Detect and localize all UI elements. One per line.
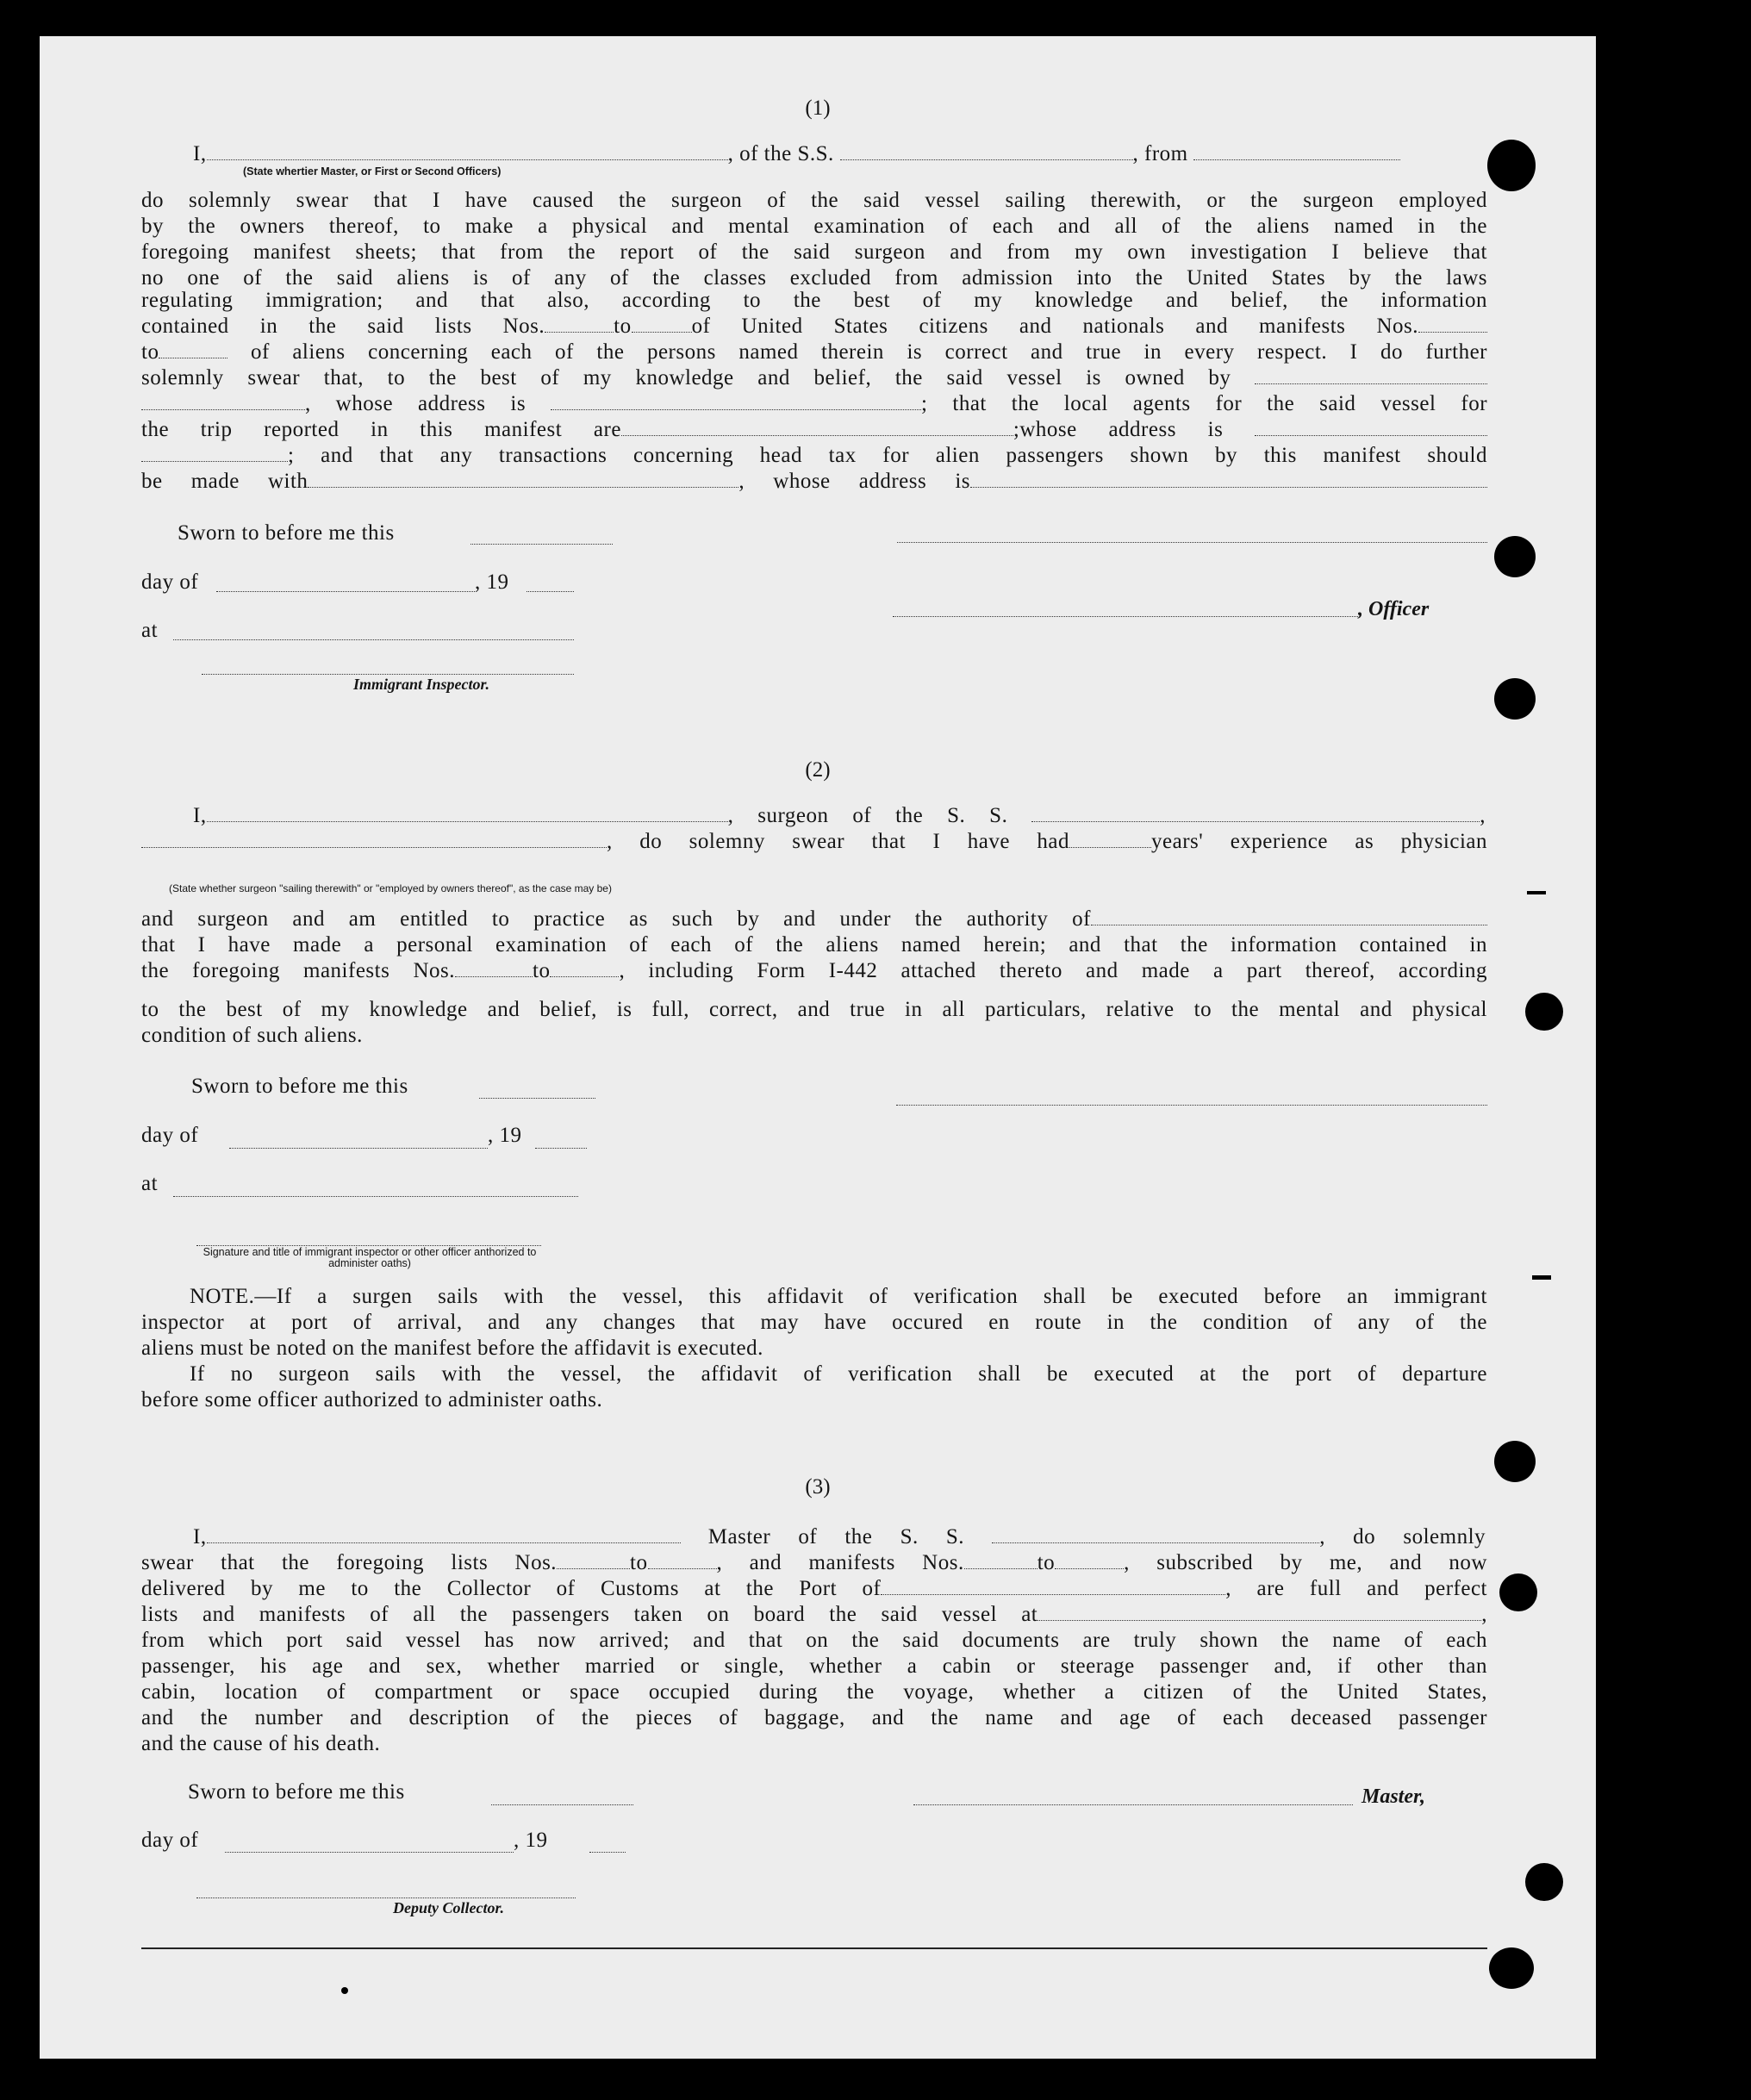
note-line-4: If no surgeon sails with the vessel, the affidavit of verification shall be executed at the port of departure — [190, 1362, 1487, 1386]
s3-line-7: cabin, location of compartment or space occupied during the voyage, whether a citizen of the United States, — [141, 1680, 1487, 1704]
list-to-field[interactable] — [632, 316, 692, 333]
s2-sig-note: Signature and title of immigrant inspector or other officer anthorized to administer oaths) — [203, 1246, 537, 1269]
head-tax-party-field[interactable] — [308, 471, 738, 488]
punch-hole — [1525, 993, 1563, 1031]
s1-line-6: regulating immigration; and that also, according to the best of my knowledge and belief, the information — [141, 289, 1487, 312]
s1-month-field[interactable] — [216, 591, 475, 592]
punch-hole — [1487, 140, 1536, 191]
s2-line-5: the foregoing manifests Nos. to , including Form I-442 attached thereto and made a part thereof, according — [141, 959, 1487, 982]
s1-at: at — [141, 619, 159, 642]
s3-dayof: day of — [141, 1829, 199, 1852]
s3-master-label: Master, — [1362, 1785, 1426, 1808]
s3-manifest-to-field[interactable] — [1055, 1553, 1124, 1569]
s1-line-8: to of aliens concerning each of the persons named therein is correct and true in every respect. I do further — [141, 340, 1488, 364]
ink-dot — [341, 1987, 348, 1994]
owner-address-field[interactable] — [551, 394, 921, 410]
s1-line-3: by the owners thereof, to make a physical and mental examination of each and all of the aliens named in the — [141, 215, 1487, 238]
s3-line-9: and the cause of his death. — [141, 1732, 381, 1755]
ink-mark — [1527, 891, 1546, 894]
s2-at-field[interactable] — [173, 1196, 578, 1197]
from-port-field[interactable] — [1193, 144, 1400, 160]
section-2-number: (2) — [805, 758, 831, 782]
s3-line-5: from which port said vessel has now arrived; and that on the said documents are truly shown the name of each — [141, 1629, 1487, 1652]
s1-at-field[interactable] — [173, 639, 574, 640]
s3-line-6: passenger, his age and sex, whether married or single, whether a cabin or steerage passenger and, if other than — [141, 1654, 1487, 1678]
s3-line-2: swear that the foregoing lists Nos. to , and manifests Nos. to , subscribed by me, and now — [141, 1551, 1487, 1574]
note-line-1: NOTE.—If a surgen sails with the vessel, this affidavit of verification shall be executed before an immigrant — [190, 1285, 1487, 1308]
s1-sworn: Sworn to before me this — [178, 521, 395, 545]
head-tax-address-field[interactable] — [970, 471, 1487, 488]
s3-year: , 19 — [514, 1829, 548, 1852]
s2-dayof: day of — [141, 1124, 199, 1147]
s2-line-4: that I have made a personal examination of each of the aliens named herein; and that the information contained in — [141, 933, 1487, 957]
local-agents-field[interactable] — [621, 420, 1013, 436]
s1-year: , 19 — [475, 570, 509, 594]
owner-field[interactable] — [1255, 368, 1487, 384]
s3-line-1: I, Master of the S. S. , do solemnly — [193, 1525, 1486, 1549]
surgeon-name-field[interactable] — [207, 806, 728, 822]
section-1-number: (1) — [805, 97, 831, 120]
punch-hole — [1494, 678, 1536, 720]
section-3-number: (3) — [805, 1475, 831, 1499]
s3-line-8: and the number and description of the pieces of baggage, and the name and age of each deceased passenger — [141, 1706, 1487, 1729]
s3-ship-field[interactable] — [992, 1527, 1319, 1543]
collector-port-field[interactable] — [881, 1579, 1225, 1595]
s1-sworn-day-field[interactable] — [470, 544, 613, 545]
s2-line-1: I, , surgeon of the S. S. , — [193, 804, 1486, 827]
punch-hole — [1494, 536, 1536, 577]
agents-address-field[interactable] — [1255, 420, 1487, 436]
s3-list-to-field[interactable] — [648, 1553, 717, 1569]
s1-line-11: the trip reported in this manifest are ;whose address is — [141, 417, 1487, 444]
surgeon-status-field[interactable] — [141, 832, 607, 848]
s1-line-9: solemnly swear that, to the best of my knowledge and belief, the said vessel is owned by — [141, 365, 1487, 392]
s2-line-2: , do solemny swear that I have had years' experience as physician — [141, 829, 1487, 856]
s3-month-field[interactable] — [225, 1852, 514, 1853]
s2-hint: (State whether surgeon "sailing therewith" or "employed by owners thereof", as the case may be) — [169, 882, 612, 894]
master-name-field[interactable] — [207, 144, 728, 160]
s2-manifest-from-field[interactable] — [455, 961, 533, 977]
bottom-rule — [141, 1947, 1487, 1949]
s3-list-from-field[interactable] — [557, 1553, 630, 1569]
s1-inspector-label: Immigrant Inspector. — [353, 676, 490, 693]
punch-hole — [1489, 1947, 1534, 1989]
s3-master-sig-line[interactable] — [913, 1804, 1353, 1805]
s3-manifest-from-field[interactable] — [964, 1553, 1038, 1569]
ink-mark — [1532, 1275, 1551, 1280]
s1-line-10: , whose address is ; that the local agents for the said vessel for — [141, 391, 1487, 418]
s1-dayof: day of — [141, 570, 199, 594]
s3-line-3: delivered by me to the Collector of Customs at the Port of , are full and perfect — [141, 1577, 1488, 1600]
s1-officer-label: , Officer — [1358, 598, 1430, 620]
s2-ship-field[interactable] — [1031, 806, 1480, 822]
authority-field[interactable] — [1091, 909, 1487, 925]
s2-line-7: condition of such aliens. — [141, 1024, 363, 1047]
s2-line-6: to the best of my knowledge and belief, is full, correct, and true in all particulars, relative to the mental and physical — [141, 998, 1487, 1021]
s3-sworn-day-field[interactable] — [491, 1804, 633, 1805]
boarding-port-field[interactable] — [1038, 1605, 1481, 1621]
s2-month-field[interactable] — [229, 1148, 488, 1149]
s1-hint: (State whertier Master, or First or Second Officers) — [243, 165, 502, 178]
s3-master-name-field[interactable] — [207, 1527, 681, 1543]
s2-year: , 19 — [488, 1124, 522, 1147]
agents-address-cont-field[interactable] — [141, 446, 288, 462]
s2-surgeon-sig-line[interactable] — [896, 1105, 1487, 1106]
ship-name-field[interactable] — [840, 144, 1133, 160]
s1-line-2: do solemnly swear that I have caused the surgeon of the said vessel sailing therewith, or the surgeon employed — [141, 189, 1487, 212]
s2-sworn-day-field[interactable] — [479, 1098, 595, 1099]
s2-year-field[interactable] — [535, 1148, 587, 1149]
manifest-from-field[interactable] — [1418, 316, 1487, 333]
note-line-5: before some officer authorized to administer oaths. — [141, 1388, 603, 1411]
s1-officer-sig-line[interactable] — [897, 542, 1487, 543]
s2-manifest-to-field[interactable] — [550, 961, 619, 977]
punch-hole — [1499, 1573, 1537, 1611]
note-line-2: inspector at port of arrival, and any changes that may have occured en route in the condition of any of the — [141, 1311, 1487, 1334]
s3-deputy-sig-line[interactable] — [196, 1897, 576, 1898]
s2-line-3: and surgeon and am entitled to practice as such by and under the authority of — [141, 907, 1487, 933]
manifest-page — [40, 36, 1596, 2059]
s1-line-5: no one of the said aliens is of any of the classes excluded from admission into the United States by the laws — [141, 266, 1487, 290]
years-experience-field[interactable] — [1069, 832, 1151, 848]
punch-hole — [1525, 1863, 1563, 1901]
s2-at: at — [141, 1172, 159, 1195]
s1-line-7: contained in the said lists Nos. to of United States citizens and nationals and manifests Nos. — [141, 314, 1487, 340]
s3-line-4: lists and manifests of all the passengers taken on board the said vessel at , — [141, 1603, 1487, 1626]
s3-sworn: Sworn to before me this — [188, 1780, 405, 1804]
s1-line-1: I, , of the S.S. , from — [193, 141, 1486, 168]
owner-cont-field[interactable] — [141, 394, 305, 410]
s1-year-field[interactable] — [527, 591, 574, 592]
note-line-3: aliens must be noted on the manifest before the affidavit is executed. — [141, 1337, 763, 1360]
s3-deputy-label: Deputy Collector. — [393, 1899, 504, 1916]
s1-line-12: ; and that any transactions concerning head tax for alien passengers shown by this manifest should — [141, 443, 1487, 470]
s2-sworn: Sworn to before me this — [191, 1075, 408, 1098]
s1-officer-line[interactable] — [893, 616, 1358, 617]
s1-line-4: foregoing manifest sheets; that from the report of the said surgeon and from my own investigation I believe that — [141, 240, 1487, 264]
s3-year-field[interactable] — [589, 1852, 626, 1853]
manifest-to-field[interactable] — [159, 342, 227, 358]
s1-line-13: be made with , whose address is — [141, 469, 1487, 495]
s1-inspector-line[interactable] — [202, 674, 574, 675]
punch-hole — [1494, 1441, 1536, 1482]
list-from-field[interactable] — [545, 316, 614, 333]
